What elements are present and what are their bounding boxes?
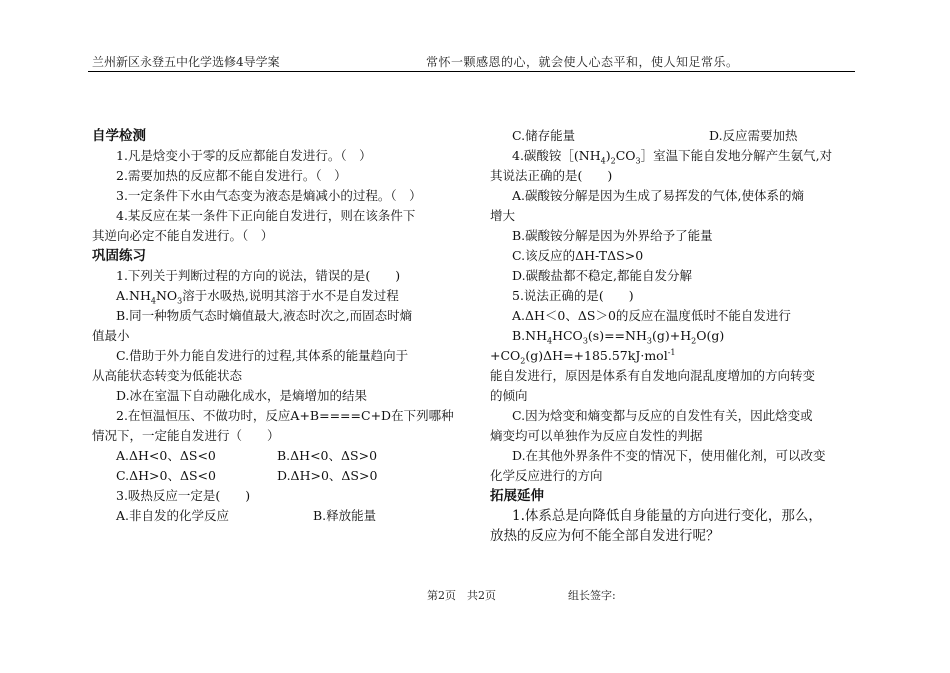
practice-3-option-a: A.非自发的化学反应	[116, 508, 230, 523]
practice-2-option-a: A.ΔH<0、ΔS<0	[116, 448, 216, 463]
question-4-line2: 其逆向必定不能自发进行。（ ）	[92, 228, 274, 243]
section-title-practice: 巩固练习	[92, 248, 146, 264]
practice-4-option-d: D.碳酸盐都不稳定,都能自发分解	[512, 268, 693, 283]
extension-1-line2: 放热的反应为何不能全部自发进行呢？	[490, 528, 720, 544]
practice-5-option-d-line1: D.在其他外界条件不变的情况下，使用催化剂，可以改变	[512, 448, 826, 463]
header-left-title: 兰州新区永登五中化学选修4导学案	[92, 55, 280, 69]
practice-1-option-b-line1: B.同一种物质气态时熵值最大,液态时次之,而固态时熵	[116, 308, 413, 323]
practice-3-option-c: C.储存能量	[512, 128, 576, 143]
question-3: 3.一定条件下水由气态变为液态是熵减小的过程。（ ）	[116, 188, 422, 203]
practice-4-option-a-line1: A.碳酸铵分解是因为生成了易挥发的气体,使体系的熵	[512, 188, 804, 203]
practice-2-option-c: C.ΔH>0、ΔS<0	[116, 468, 216, 483]
practice-5-option-c-line1: C.因为焓变和熵变都与反应的自发性有关，因此焓变或	[512, 408, 813, 423]
practice-1-option-c-line1: C.借助于外力能自发进行的过程,其体系的能量趋向于	[116, 348, 409, 363]
practice-3-stem: 3.吸热反应一定是( )	[116, 488, 251, 503]
header-rule	[88, 71, 855, 72]
practice-5-option-b-line2: $+CO_2(g)\Delta H=+185.57kJ\cdot mol^{-1}$	[490, 347, 676, 366]
left-column	[92, 126, 464, 526]
practice-4-option-b: B.碳酸铵分解是因为外界给予了能量	[512, 228, 713, 243]
practice-5-option-c-line2: 熵变均可以单独作为反应自发性的判据	[490, 428, 703, 443]
practice-3-options-cd	[490, 126, 852, 146]
practice-1-option-b-line2: 值最小	[92, 328, 130, 343]
right-column	[490, 126, 852, 546]
header-right-motto: 常怀一颗感恩的心，就会使人心态平和，使人知足常乐。	[426, 55, 739, 69]
practice-1-stem: 1.下列关于判断过程的方向的说法，错误的是( )	[116, 268, 401, 283]
practice-3-option-b: B.释放能量	[313, 508, 377, 523]
extension-1-line1: 1.体系总是向降低自身能量的方向进行变化，那么，	[512, 508, 822, 524]
practice-2-stem-line2: 情况下，一定能自发进行（ ）	[92, 428, 280, 443]
practice-2-option-d: D.ΔH>0、ΔS>0	[277, 468, 378, 483]
practice-1-option-d: D.冰在室温下自动融化成水，是熵增加的结果	[116, 388, 368, 403]
page-number: 第2页 共2页	[427, 589, 496, 602]
practice-1-option-a: $A.NH_4NO_3$溶于水吸热,说明其溶于水不是自发过程	[116, 288, 399, 306]
practice-5-option-b-line4: 的倾向	[490, 388, 528, 403]
practice-5-option-d-line2: 化学反应进行的方向	[490, 468, 603, 483]
practice-1-option-c-line2: 从高能状态转变为低能状态	[92, 368, 243, 383]
leader-signature-label: 组长签字:	[568, 589, 616, 602]
section-title-extension: 拓展延伸	[490, 488, 544, 504]
practice-3-option-d: D.反应需要加热	[709, 128, 798, 143]
section-title-self-check: 自学检测	[92, 128, 146, 144]
practice-4-stem-line1: 4.碳酸铵$[(NH_4)_2CO_3]$室温下能自发地分解产生氨气,对	[512, 148, 833, 166]
practice-3-options-ab	[92, 506, 464, 526]
practice-5-option-b-line3: 能自发进行，原因是体系有自发地向混乱度增加的方向转变	[490, 368, 816, 383]
practice-4-option-c: C.该反应的ΔH-TΔS>0	[512, 248, 644, 263]
practice-2-stem-line1: 2.在恒温恒压、不做功时，反应A+B====C+D在下列哪种	[116, 408, 454, 423]
practice-5-option-a: A.ΔH＜0、ΔS＞0的反应在温度低时不能自发进行	[512, 308, 791, 323]
practice-2-options-cd	[92, 466, 464, 486]
practice-2-options-ab	[92, 446, 464, 466]
practice-5-stem: 5.说法正确的是( )	[512, 288, 634, 303]
practice-2-option-b: B.ΔH<0、ΔS>0	[277, 448, 378, 463]
question-1: 1.凡是焓变小于零的反应都能自发进行。（ ）	[116, 148, 372, 163]
question-2: 2.需要加热的反应都不能自发进行。（ ）	[116, 168, 347, 183]
practice-5-option-b-line1: $B.NH_4HCO_3(s)==NH_3(g)+H_2O(g)$	[512, 328, 725, 346]
practice-4-option-a-line2: 增大	[490, 208, 516, 223]
practice-4-stem-line2: 其说法正确的是( )	[490, 168, 613, 183]
question-4-line1: 4.某反应在某一条件下正向能自发进行，则在该条件下	[116, 208, 416, 223]
